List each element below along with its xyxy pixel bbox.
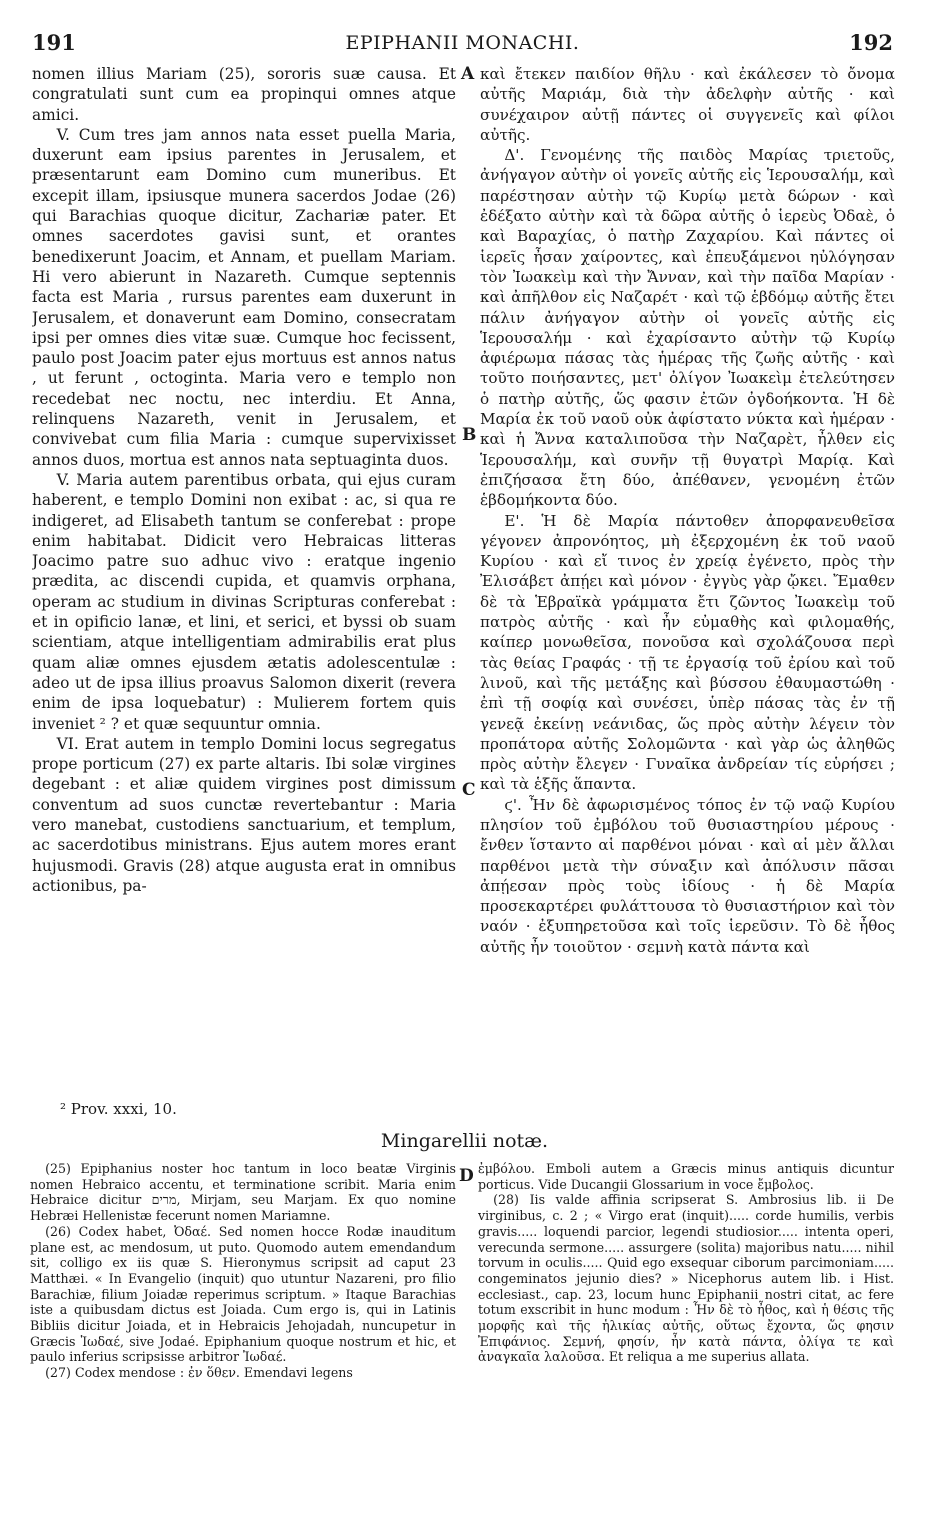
latin-column — [32, 64, 456, 1102]
note-paragraph: (27) Codex mendose : ἐν ὅθεν. Emendavi legens — [45, 1365, 353, 1381]
page-header — [30, 30, 895, 60]
margin-marker-a: A — [461, 64, 475, 84]
running-title: EPIPHANII MONACHI. — [345, 32, 580, 54]
left-page-number: 191 — [32, 30, 76, 55]
notes-right-column — [478, 1161, 894, 1491]
note-paragraph: (25) Epiphanius noster hoc tantum in loco beatæ Virginis nomen Hebraico accentu, et terminatione scribit. Maria enim Hebraice dicitur מרים, Mirjam, seu Marjam. Ex quo nomine Hebræi Hellenistæ fecerunt nomen Mariamne. — [30, 1161, 456, 1224]
greek-paragraph: ϛ'. Ἦν δὲ ἀφωρισμένος τόπος ἐν τῷ ναῷ Κυρίου πλησίον τοῦ ἐμβόλου τοῦ θυσιαστηρίου μέρους · ἔνθεν ἵσταντο αἱ παρθένοι μόναι · καὶ αἱ μὲν ἄλλαι παρθένοι μετὰ τὴν σύναξιν καὶ ἀπόλυσιν πᾶσαι ἀπῄεσαν πρὸς τοὺς ἰδίους · ἡ δὲ Μαρία προσεκαρτέρει φυλάττουσα τὸ θυσιαστήριον καὶ τὸν ναόν · ἐξυπηρετοῦσα καὶ τοῖς ἱερεῦσιν. Τὸ δὲ ἦθος αὐτῆς ἦν τοιοῦτον · σεμνὴ κατὰ πάντα καὶ — [480, 795, 895, 956]
note-paragraph: (28) Iis valde affinia scripserat S. Ambrosius lib. ii De virginibus, c. 2 ; « Virgo erat (inquit)..... corde humilis, verbis gravis..... loquendi parcior, legendi studiosior..... intenta operi, verecunda sermone..... assurgere (solita) majoribus natu..... nihil torvum in oculis..... Quid ego exsequar ciborum parcimoniam..... congeminatos jejunio dies? » Nicephorus autem lib. i Hist. ecclesiast., cap. 23, locum hunc Epiphanii nostri citat, ac fere totum exscribit in hunc modum : Ἦν δὲ τὸ ἦθος, καὶ ἡ θέσις τῆς μορφῆς καὶ τῆς ἡλικίας αὐτῆς, οὕτως ἔχοντα, ὥς φησιν Ἐπιφάνιος. Σεμνή, φησίν, ἦν κατὰ πάντα, ὀλίγα τε καὶ ἀναγκαῖα λαλοῦσα. Et reliqua a me superius allata. — [478, 1192, 894, 1365]
latin-paragraph: V. Maria autem parentibus orbata, qui ejus curam haberent, e templo Domini non exibat : ac, si qua re indigeret, ad Elisabeth tantum se conferebat : prope enim habitabat. Didicit vero Hebraicas litteras Joacimo patre suo adhuc vivo : eratque ingenio prædita, ac discendi cupida, et quamvis orphana, operam ac studium in divinas Scripturas conferebat : et in opificio lanæ, et lini, et serici, et byssi ob suam scientiam, atque intelligentiam admirabilis erat plus quam aliæ omnes ejusdem ætatis adolescentulæ : adeo ut de ipsa illius proavus Salomon dixerit (revera enim de ipsa loquebatur) : Mulierem fortem quis inveniet ² ? et quæ sequuntur omnia. — [32, 470, 456, 733]
latin-paragraph: nomen illius Mariam (25), sororis suæ causa. Et congratulati sunt cum ea propinqui omnes atque amici. — [32, 65, 456, 124]
greek-paragraph: καὶ ἔτεκεν παιδίον θῆλυ · καὶ ἐκάλεσεν τὸ ὄνομα αὐτῆς Μαριάμ, διὰ τὴν ἀδελφὴν αὐτῆς · καὶ συνέχαιρον αὐτῇ πάντες οἱ συγγενεῖς καὶ φίλοι αὐτῆς. — [480, 65, 895, 144]
footnote: ² Prov. xxxi, 10. — [60, 1100, 177, 1118]
right-page-number: 192 — [849, 30, 893, 55]
note-paragraph: (26) Codex habet, Ὀδαέ. Sed nomen hocce Rodæ inauditum plane est, ac mendosum, ut puto. Quomodo autem emendandum sit, colligo ex iis quæ S. Hieronymus scripsit ad caput 23 Matthæi. « In Evangelio (inquit) quo utuntur Nazareni, pro filio Barachiæ, filium Joiadæ reperimus scriptum. » Itaque Barachias iste a quibusdam dictus est Joiada. Cum ergo is, qui in Latinis Bibliis dicitur Joiada, et in Hebraicis Jehojadah, nuncupetur in Græcis Ἰωδαέ, sive Jodaé. Epiphanium quoque nostrum et hic, et paulo inferius scripsisse arbitror Ἰωδαέ. — [30, 1223, 456, 1365]
note-paragraph: ἐμβόλου. Emboli autem a Græcis minus antiquis dicuntur porticus. Vide Ducangii Glossarium in voce ἔμβολος. — [478, 1161, 894, 1192]
greek-column — [480, 64, 895, 1102]
latin-paragraph: V. Cum tres jam annos nata esset puella Maria, duxerunt eam ipsius parentes in Jerusalem, et præsentarunt eam Domino cum muneribus. Et excepit illam, ipsiusque munera sacerdos Jodae (26) qui Barachias quoque dicitur, Zachariæ pater. Et omnes sacerdotes gavisi sunt, et orantes benedixerunt Joacim, et Annam, et puellam Mariam. Hi vero abierunt in Nazareth. Cumque septennis facta est Maria , rursus parentes eam duxerunt in Jerusalem, et donaverunt eam Domino, consecratam ipsi per omnes dies vitæ suæ. Cumque hoc fecissent, paulo post Joacim pater ejus mortuus est annos natus , ut ferunt , octoginta. Maria vero e templo non recedebat nec noctu, nec interdiu. Et Anna, relinquens Nazareth, venit in Jerusalem, et convivebat cum filia Maria : cumque supervixisset annos duos, mortua est annos nata septuaginta duos. — [32, 125, 456, 469]
greek-paragraph: Δ'. Γενομένης τῆς παιδὸς Μαρίας τριετοῦς, ἀνήγαγον αὐτὴν οἱ γονεῖς αὐτῆς εἰς Ἱερουσαλήμ, καὶ παρέστησαν αὐτὴν τῷ Κυρίῳ μετὰ δώρων · καὶ ἐδέξατο αὐτὴν καὶ τὰ δῶρα αὐτῆς ὁ ἱερεὺς Ὀδαὲ, ὁ καὶ Βαραχίας, ὁ πατὴρ Ζαχαρίου. Καὶ πάντες οἱ ἱερεῖς ἦσαν χαίροντες, καὶ ἐπευξάμενοι ηὐλόγησαν τὸν Ἰωακεὶμ καὶ τὴν Ἄνναν, καὶ τὴν παῖδα Μαρίαν · καὶ ἀπῆλθον εἰς Ναζαρέτ · καὶ τῷ ἑβδόμῳ αὐτῆς ἔτει πάλιν ἀνήγαγον αὐτὴν οἱ γονεῖς αὐτῆς εἰς Ἱερουσαλήμ · καὶ ἐχαρίσαντο αὐτὴν τῷ Κυρίῳ ἀφιέρωμα πάσας τὰς ἡμέρας τῆς ζωῆς αὐτῆς · καὶ τοῦτο ποιήσαντες, μετ' ὀλίγον Ἰωακεὶμ ἐτελεύτησεν ὁ πατὴρ αὐτῆς, ὥς φασιν ἐτῶν ὀγδοήκοντα. Ἡ δὲ Μαρία ἐκ τοῦ ναοῦ οὐκ ἀφίστατο νύκτα καὶ ἡμέραν · καὶ ἡ Ἄννα καταλιποῦσα τὴν Ναζαρὲτ, ἦλθεν εἰς Ἱερουσαλήμ, καὶ συνῆν τῇ θυγατρὶ Μαρίᾳ. Καὶ ἐπιζήσασα ἔτη δύο, ἀπέθανεν, γενομένη ἐτῶν ἑβδομήκοντα δύο. — [480, 146, 895, 510]
latin-paragraph: VI. Erat autem in templo Domini locus segregatus prope porticum (27) ex parte altaris. Ibi solæ virgines degebant : et aliæ quidem virgines post dimissum conventum ad suos cunctæ revertebantur : Maria vero manebat, custodiens sanctuarium, et templum, ac sacerdotibus ministrans. Ejus autem mores erant hujusmodi. Gravis (28) atque augusta erat in omnibus actionibus, pa- — [32, 734, 456, 895]
margin-marker-d: D — [459, 1166, 474, 1186]
notes-title: Mingarellii notæ. — [380, 1130, 549, 1152]
margin-marker-c: C — [462, 780, 476, 800]
notes-left-column — [30, 1161, 456, 1491]
margin-marker-b: B — [462, 425, 477, 445]
greek-paragraph: Ε'. Ἡ δὲ Μαρία πάντοθεν ἀπορφανευθεῖσα γέγονεν ἀπρονόητος, μὴ ἐξερχομένη ἐκ τοῦ ναοῦ Κυρίου · καὶ εἴ τινος ἐν χρείᾳ ἐγένετο, πρὸς τὴν Ἐλισάβετ ἀπῄει καὶ μόνον · ἐγγὺς γὰρ ᾤκει. Ἔμαθεν δὲ τὰ Ἑβραϊκὰ γράμματα ἔτι ζῶντος Ἰωακεὶμ τοῦ πατρὸς αὐτῆς · καὶ ἦν εὐμαθὴς καὶ φιλομαθής, καίπερ μονωθεῖσα, πονοῦσα καὶ σχολάζουσα περὶ τὰς θείας Γραφάς · τῇ τε ἐργασίᾳ τοῦ ἐρίου καὶ τοῦ λινοῦ, καὶ τῆς μετάξης καὶ βύσσου ἐθαυμαστώθη · ἐπὶ τῇ σοφίᾳ καὶ συνέσει, ὑπὲρ πάσας τὰς ἐν τῇ γενεᾷ ἐκείνῃ νεάνιδας, ὥς πρὸς αὐτὴν λέγειν τὸν προπάτορα αὐτῆς Σολομῶντα · καὶ γὰρ ὡς ἀληθῶς πρὸς αὐτὴν ἔλεγεν · Γυναῖκα ἀνδρείαν τίς εὑρήσει ; καὶ τὰ ἑξῆς ἅπαντα. — [480, 511, 895, 794]
